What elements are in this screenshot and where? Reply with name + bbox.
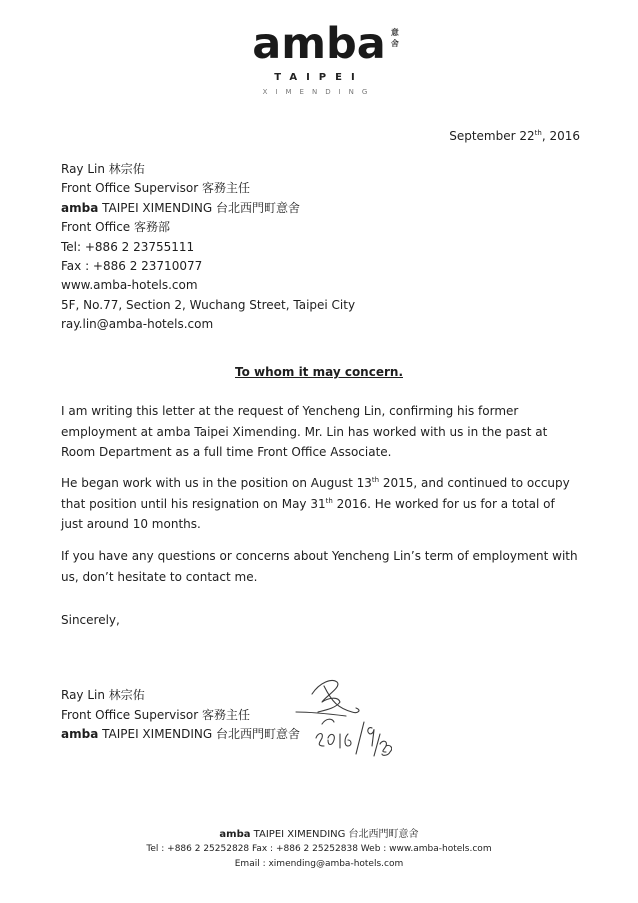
sender-department: Front Office 客務部: [61, 220, 171, 235]
date-text: September 22: [449, 129, 535, 143]
body-paragraph-2: [61, 473, 579, 535]
signature-stroke-4: [322, 719, 334, 724]
signoff-block: [61, 686, 300, 745]
p2-sup-2: th: [325, 496, 333, 505]
footer-hotel-brand: amba: [219, 829, 251, 840]
logo-brand: amba: [252, 19, 386, 69]
letterhead-logo: [0, 19, 638, 96]
signoff-hotel-brand: amba: [61, 727, 99, 741]
sender-fax: Fax : +886 2 23710077: [61, 259, 203, 274]
handwritten-signature: [282, 672, 392, 762]
letter-subject: To whom it may concern.: [235, 365, 403, 379]
date-suffix: th: [534, 129, 542, 137]
signoff-title: Front Office Supervisor 客務主任: [61, 707, 250, 722]
signoff-hotel: [61, 725, 300, 745]
logo-chinese-mark: 意舍: [390, 28, 399, 48]
p2-text-b: 2015, and continued to occupy that position until his resignation on May 31: [61, 476, 570, 511]
signoff-name: Ray Lin 林宗佑: [61, 688, 145, 702]
footer-hotel: [0, 827, 638, 842]
footer-phones: Tel : +886 2 25252828 Fax : +886 2 25252838 Web : www.amba-hotels.com: [146, 844, 492, 854]
sender-name: Ray Lin 林宗佑: [61, 162, 145, 176]
letter-date: [449, 129, 580, 143]
logo-city: TAIPEI: [274, 72, 364, 83]
body-paragraph-3: If you have any questions or concerns about Yencheng Lin’s term of employment with us, don’t hesitate to contact me.: [61, 549, 578, 584]
signature-date-9: [368, 728, 374, 746]
signature-date-slash-1: [356, 722, 364, 754]
signature-date-slash-2: [374, 734, 380, 756]
sender-tel: Tel: +886 2 23755111: [61, 239, 195, 254]
signature-date-2016: [316, 734, 351, 749]
sender-hotel-name: TAIPEI XIMENDING 台北西門町意舍: [98, 200, 300, 215]
sender-hotel: [61, 199, 355, 218]
signature-stroke-1: [312, 681, 340, 713]
date-year: , 2016: [541, 129, 580, 143]
footer-hotel-name: TAIPEI XIMENDING 台北西門町意舍: [250, 829, 419, 840]
signature-date-23: [380, 741, 392, 755]
signature-stroke-3: [296, 712, 346, 716]
sender-contact-block: [61, 160, 355, 335]
sender-email: ray.lin@amba-hotels.com: [61, 317, 214, 332]
footer-email: Email : ximending@amba-hotels.com: [234, 859, 404, 869]
sender-title: Front Office Supervisor 客務主任: [61, 181, 250, 196]
p2-text-a: He began work with us in the position on August 13: [61, 476, 372, 490]
logo-wordmark: [252, 19, 399, 69]
sender-address: 5F, No.77, Section 2, Wuchang Street, Taipei City: [61, 297, 356, 312]
body-paragraph-1: I am writing this letter at the request of Yencheng Lin, confirming his former employment at amba Taipei Ximending. Mr. Lin has worked with us in the past at Room Department as a full time Front Office Associate.: [61, 404, 548, 459]
sender-hotel-brand: amba: [61, 200, 99, 215]
logo-district: XIMENDING: [262, 88, 376, 96]
closing-salutation: Sincerely,: [61, 613, 120, 627]
p2-text-c: 2016. He worked for us for a total of just around 10 months.: [61, 496, 555, 531]
p2-sup-1: th: [371, 476, 380, 484]
letter-footer: [0, 827, 638, 872]
sender-website: www.amba-hotels.com: [61, 278, 198, 293]
signoff-hotel-name: TAIPEI XIMENDING 台北西門町意舍: [98, 727, 300, 741]
